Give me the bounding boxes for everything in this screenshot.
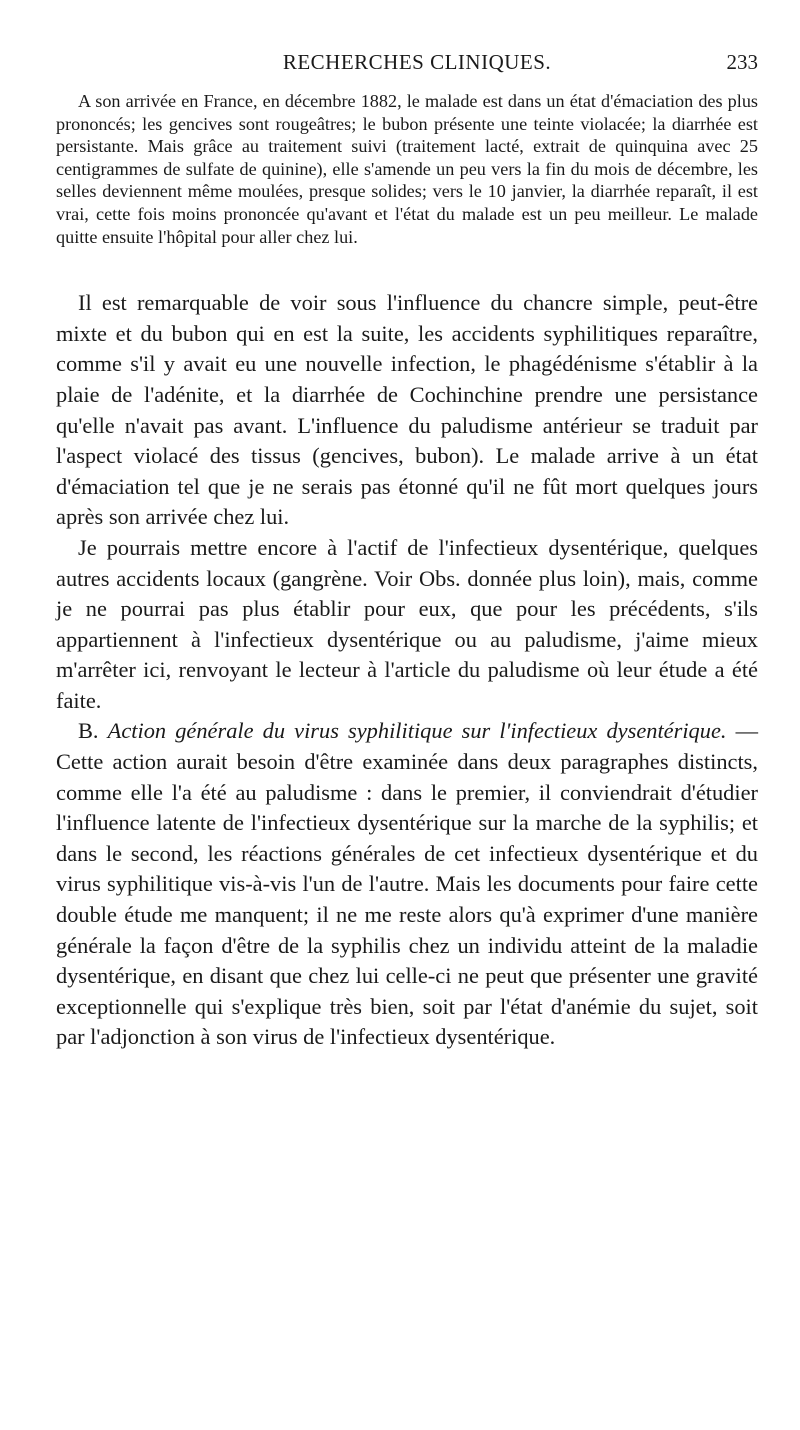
running-title: RECHERCHES CLINIQUES.	[282, 50, 552, 74]
page-number: 233	[726, 50, 758, 74]
book-page	[56, 44, 758, 1053]
paragraph-gap	[56, 248, 758, 288]
section-heading: Action générale du virus syphilitique sur l'infectieux dysentérique.	[107, 718, 727, 744]
section-b-paragraph	[56, 716, 758, 1053]
body-paragraph-2: Je pourrais mettre encore à l'actif de l'infectieux dysentérique, quelques autres accidents locaux (gangrène. Voir Obs. donnée plus loin), mais, comme je ne pourrai pas plus établir pour eux, que pour les précédents, s'ils appartiennent à l'infectieux dysentérique ou au paludisme, j'aime mieux m'arrêter ici, renvoyant le lecteur à l'article du paludisme où leur étude a été faite.	[56, 534, 758, 713]
running-head	[56, 44, 758, 84]
body-paragraph-1: Il est remarquable de voir sous l'influence du chancre simple, peut-être mixte et du bubon qui en est la suite, les accidents syphilitiques reparaître, comme s'il y avait eu une nouvelle infection, le phagédénisme s'établir à la plaie de l'adénite, et la diarrhée de Cochinchine prendre une persistance qu'elle n'avait pas avant. L'influence du paludisme antérieur se traduit par l'aspect violacé des tissus (gencives, bubon). Le malade arrive à un état d'émaciation tel que je ne serais pas étonné qu'il ne fût mort quelques jours après son arrivée chez lui.	[56, 290, 758, 530]
case-note-paragraph: A son arrivée en France, en décembre 1882, le malade est dans un état d'émaciation des plus prononcés; les gencives sont rougeâtres; le bubon présente une teinte violacée; la diarrhée est persistante. Mais grâce au traitement suivi (traitement lacté, extrait de quinquina avec 25 centigrammes de sulfate de quinine), elle s'amende un peu vers la fin du mois de décembre, les selles deviennent même moulées, presque solides; vers le 10 janvier, la diarrhée reparaît, il est vrai, cette fois moins prononcée qu'avant et l'état du malade est un peu meilleur. Le malade quitte ensuite l'hôpital pour aller chez lui.	[56, 91, 758, 247]
section-label: B.	[78, 718, 99, 744]
section-text: — Cette action aurait besoin d'être examinée dans deux paragraphes distincts, comme elle l'a été au paludisme : dans le premier, il conviendrait d'étudier l'influence latente de l'infectieux dysentérique sur la marche de la syphilis; et dans le second, les réactions générales de cet infectieux dysentérique et du virus syphilitique vis-à-vis l'un de l'autre. Mais les documents pour faire cette double étude me manquent; il ne me reste alors qu'à exprimer d'une manière générale la façon d'être de la syphilis chez un individu atteint de la maladie dysentérique, en disant que chez lui celle-ci ne peut que présenter une gravité exceptionnelle qui s'explique très bien, soit par l'état d'anémie du sujet, soit par l'adjonction à son virus de l'infectieux dysentérique.	[56, 718, 758, 1050]
